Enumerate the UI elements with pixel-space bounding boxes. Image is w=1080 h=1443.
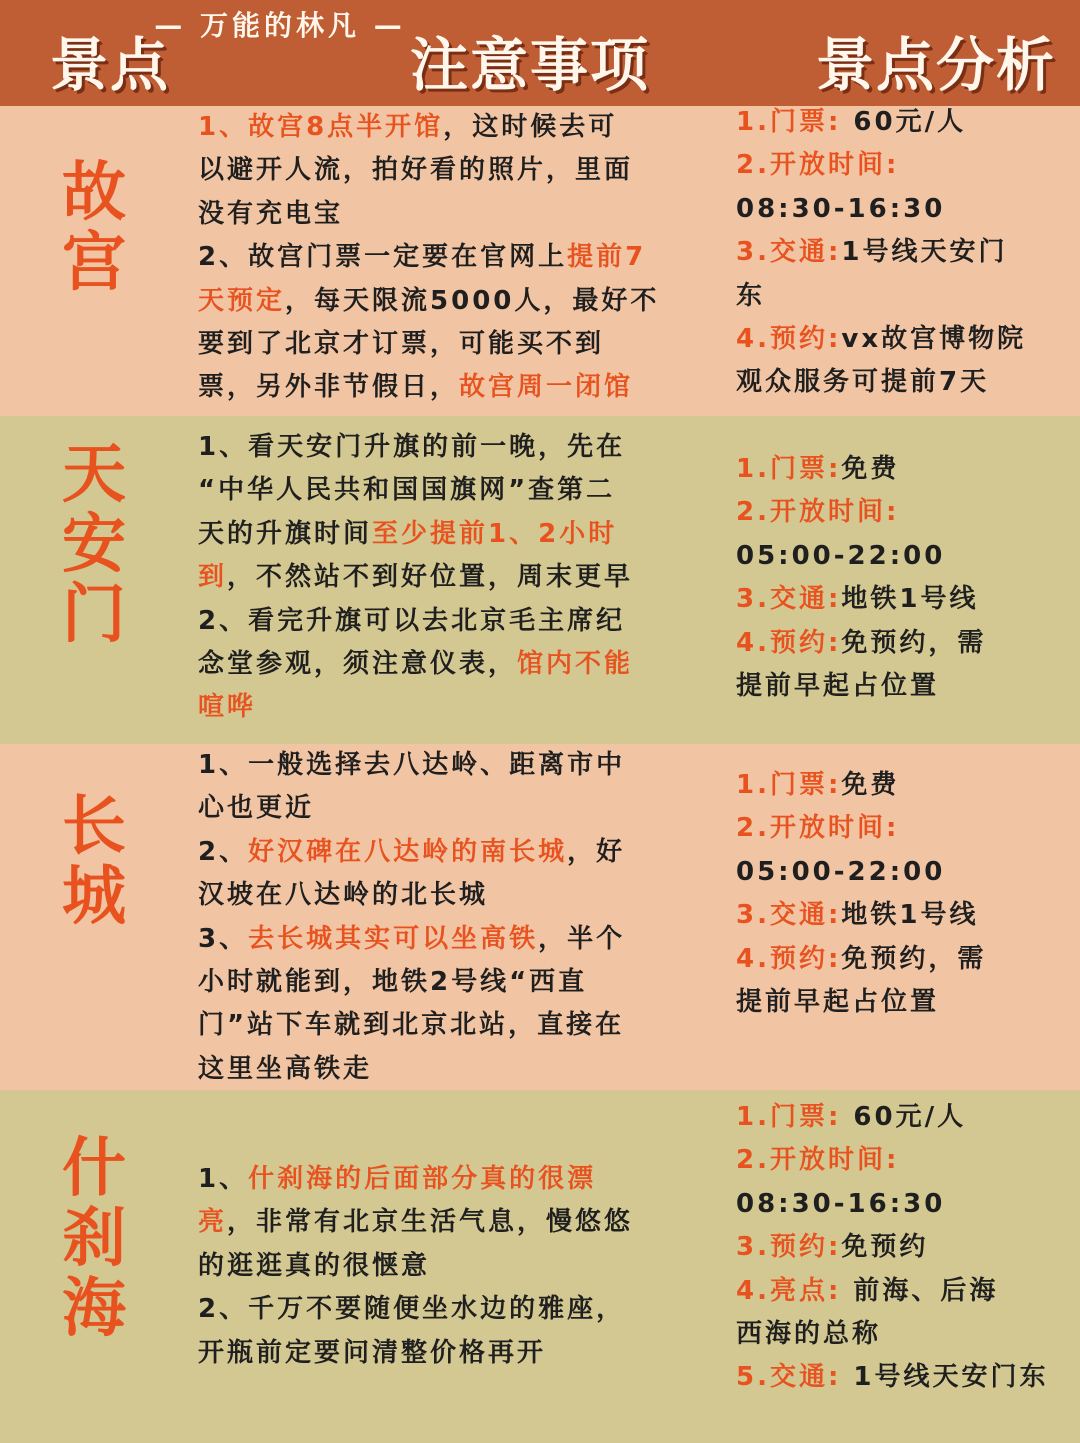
body-text: 地铁1号线 [841, 584, 979, 615]
text-line [198, 1245, 708, 1288]
body-text: 免费 [841, 770, 900, 800]
highlight-text: 1.门票: [736, 1102, 842, 1132]
text-line [736, 981, 1066, 1024]
highlight-text: 3.交通: [736, 900, 842, 931]
highlight-text: 1.门票: [736, 770, 842, 800]
body-text: 2、 [198, 836, 249, 867]
notes-cell [198, 1158, 708, 1375]
body-text: 观众服务可提前7天 [736, 367, 990, 398]
body-text: 天的升旗时间 [198, 518, 373, 549]
body-text: 免预约，需 [841, 943, 987, 974]
text-line [736, 275, 1066, 318]
text-line [198, 874, 708, 917]
body-text: 这里坐高铁走 [198, 1053, 373, 1084]
text-line [736, 894, 1066, 937]
text-line [198, 1048, 708, 1090]
text-line [198, 366, 708, 409]
highlight-text: 3.交通: [736, 237, 842, 268]
highlight-text: 好汉碑在八达岭的南长城 [248, 836, 568, 867]
body-text: 开瓶前定要问清整价格再开 [198, 1337, 547, 1368]
text-line [198, 426, 708, 469]
highlight-text: 什刹海的后面部分真的很漂 [248, 1164, 597, 1194]
body-text: 05:00-22:00 [736, 856, 946, 887]
notes-cell [198, 106, 708, 410]
table-row [0, 416, 1080, 744]
body-text: ，这时候去可 [443, 112, 618, 142]
column-header-notes: 注意事项 [410, 31, 651, 99]
body-text: 要到了北京才订票，可能买不到 [198, 329, 605, 360]
body-text: 念堂参观，须注意仪表， [198, 649, 518, 680]
body-text: 票，另外非节假日， [198, 372, 460, 403]
body-text: 免预约，需 [841, 627, 987, 658]
highlight-text: 亮 [198, 1207, 228, 1238]
body-text: 免预约 [841, 1232, 929, 1263]
body-text: 汉坡在八达岭的北长城 [198, 880, 489, 911]
text-line [736, 361, 1066, 404]
text-line [736, 665, 1066, 708]
highlight-text: 4.预约: [736, 324, 842, 355]
text-line [198, 600, 708, 643]
body-text: 1号线天安门 [841, 237, 1008, 268]
text-line [198, 106, 708, 149]
text-line [736, 622, 1066, 665]
highlight-text: 去长城其实可以坐高铁 [248, 923, 539, 954]
body-text: 小时就能到，地铁2号线“西直 [198, 967, 588, 998]
text-line [736, 535, 1066, 578]
highlight-text: 2.开放时间: [736, 1145, 900, 1176]
text-line [736, 851, 1066, 894]
highlight-text: 到 [198, 562, 228, 593]
spot-name: 故宫 [62, 156, 126, 300]
highlight-text: 1.门票: [736, 454, 842, 484]
spot-name: 天安门 [62, 438, 126, 652]
text-line [736, 231, 1066, 274]
column-header-analysis: 景点分析 [816, 31, 1057, 99]
spot-name: 长城 [62, 790, 126, 934]
author-credit: — 万能的林凡 — [154, 9, 406, 42]
body-text: 西海的总称 [736, 1319, 882, 1350]
text-line [198, 193, 708, 236]
text-line [198, 149, 708, 192]
body-text: 免费 [841, 454, 900, 484]
text-line [198, 918, 708, 961]
table-row [0, 1090, 1080, 1443]
body-text: 60元/人 [841, 1102, 967, 1132]
text-line [198, 1332, 708, 1375]
highlight-text: 3.预约: [736, 1232, 842, 1263]
highlight-text: 2.开放时间: [736, 813, 900, 844]
body-text: ，非常有北京生活气息，慢悠悠 [227, 1207, 634, 1238]
spot-name: 什刹海 [62, 1132, 126, 1346]
text-line [736, 188, 1066, 231]
body-text: 地铁1号线 [841, 900, 979, 931]
analysis-cell [736, 1096, 1066, 1400]
body-text: 心也更近 [198, 793, 315, 824]
text-line [736, 1096, 1066, 1139]
text-line [198, 744, 708, 787]
notes-cell [198, 744, 708, 1090]
text-line [198, 280, 708, 323]
body-text: 3、 [198, 923, 249, 954]
text-line [198, 1004, 708, 1047]
body-text: 08:30-16:30 [736, 193, 946, 224]
analysis-cell [736, 448, 1066, 708]
highlight-text: 1.门票: [736, 107, 842, 137]
body-text: 2、故宫门票一定要在官网上 [198, 242, 568, 273]
body-text: 前海、后海 [841, 1275, 999, 1306]
highlight-text: 4.亮点: [736, 1275, 842, 1306]
body-text: 东 [736, 280, 766, 311]
text-line [736, 1183, 1066, 1226]
text-line [736, 578, 1066, 621]
text-line [198, 236, 708, 279]
text-line [736, 106, 1066, 144]
body-text: 1、看天安门升旗的前一晚，先在 [198, 432, 626, 462]
highlight-text: 提前7 [567, 242, 647, 273]
highlight-text: 3.交通: [736, 584, 842, 615]
body-text: 门”站下车就到北京北站，直接在 [198, 1010, 625, 1041]
highlight-text: 5.交通: [736, 1362, 842, 1393]
body-text: “中华人民共和国国旗网”查第二 [198, 475, 616, 506]
analysis-cell [736, 106, 1066, 405]
text-line [198, 686, 708, 729]
body-text: 1、一般选择去八达岭、距离市中 [198, 750, 626, 780]
text-line [198, 831, 708, 874]
analysis-cell [736, 764, 1066, 1024]
text-line [198, 323, 708, 366]
highlight-text: 喧哗 [198, 692, 257, 723]
text-line [198, 787, 708, 830]
body-text: ，不然站不到好位置，周末更早 [227, 562, 634, 593]
text-line [198, 1201, 708, 1244]
text-line [198, 961, 708, 1004]
column-header-spot: 景点 [50, 31, 171, 99]
highlight-text: 至少提前1、2小时 [372, 518, 618, 549]
body-text: 05:00-22:00 [736, 540, 946, 571]
body-text: 2、看完升旗可以去北京毛主席纪 [198, 605, 626, 636]
text-line [736, 1313, 1066, 1356]
text-line [736, 938, 1066, 981]
body-text: 2、千万不要随便坐水边的雅座， [198, 1294, 626, 1325]
text-line [198, 469, 708, 512]
text-line [736, 318, 1066, 361]
highlight-text: 2.开放时间: [736, 497, 900, 528]
text-line [198, 513, 708, 556]
body-text: 60元/人 [841, 107, 967, 137]
body-text: 没有充电宝 [198, 198, 344, 229]
text-line [198, 556, 708, 599]
highlight-text: 1、故宫8点半开馆 [198, 112, 444, 142]
text-line [198, 643, 708, 686]
highlight-text: 故宫周一闭馆 [459, 372, 634, 403]
text-line [736, 448, 1066, 491]
text-line [736, 764, 1066, 807]
body-text: 以避开人流，拍好看的照片，里面 [198, 155, 634, 186]
body-text: 提前早起占位置 [736, 987, 940, 1018]
highlight-text: 天预定 [198, 285, 286, 316]
body-text: 提前早起占位置 [736, 671, 940, 702]
body-text: vx故宫博物院 [841, 324, 1027, 355]
text-line [736, 1270, 1066, 1313]
body-text: 的逛逛真的很惬意 [198, 1250, 431, 1281]
text-line [198, 1288, 708, 1331]
highlight-text: 4.预约: [736, 627, 842, 658]
body-text: ，半个 [538, 923, 626, 954]
highlight-text: 4.预约: [736, 943, 842, 974]
body-text: 08:30-16:30 [736, 1188, 946, 1219]
table-row [0, 744, 1080, 1090]
body-text: 1号线天安门东 [841, 1362, 1049, 1393]
text-line [736, 491, 1066, 534]
body-text: ，好 [567, 836, 626, 867]
body-text: 1、 [198, 1164, 249, 1194]
text-line [736, 144, 1066, 187]
highlight-text: 馆内不能 [517, 649, 634, 680]
table-header [0, 0, 1080, 106]
text-line [736, 807, 1066, 850]
highlight-text: 2.开放时间: [736, 150, 900, 181]
body-text: ，每天限流5000人，最好不 [285, 285, 660, 316]
table-row [0, 106, 1080, 416]
text-line [736, 1356, 1066, 1399]
notes-cell [198, 426, 708, 730]
text-line [736, 1139, 1066, 1182]
text-line [198, 1158, 708, 1201]
text-line [736, 1226, 1066, 1269]
